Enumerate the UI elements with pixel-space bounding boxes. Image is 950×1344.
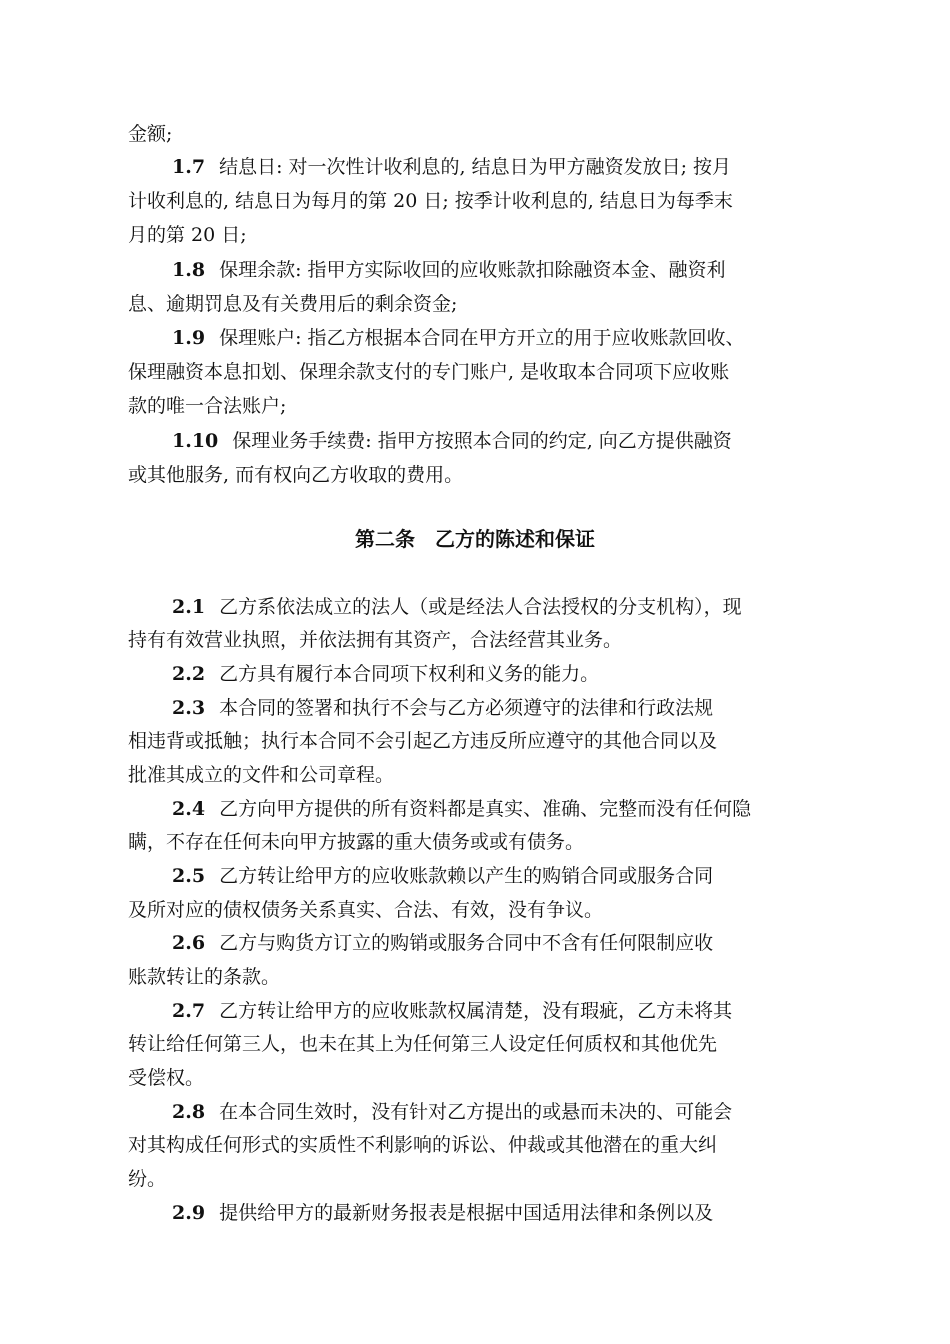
clause-number: 2.4 [172,798,206,820]
clause-number: 1.8 [172,259,206,281]
text-line: 批准其成立的文件和公司章程。 [128,764,395,786]
text-line: 持有有效营业执照，并依法拥有其资产，合法经营其业务。 [128,629,623,651]
clause-number: 2.5 [172,865,206,887]
clause-2-1: 2.1 乙方系依法成立的法人（或是经法人合法授权的分支机构），现 [172,596,742,618]
clause-1-7: 1.7 结息日: 对一次性计收利息的, 结息日为甲方融资发放日; 按月 [172,156,732,178]
clause-2-3: 2.3 本合同的签署和执行不会与乙方必须遵守的法律和行政法规 [172,697,714,719]
text-line: 息、逾期罚息及有关费用后的剩余资金; [128,293,458,315]
clause-2-8: 2.8 在本合同生效时，没有针对乙方提出的或悬而未决的、可能会 [172,1101,733,1123]
text-line: 对其构成任何形式的实质性不利影响的诉讼、仲裁或其他潜在的重大纠 [128,1134,718,1156]
text-line: 相违背或抵触；执行本合同不会引起乙方违反所应遵守的其他合同以及 [128,730,718,752]
clause-1-9: 1.9 保理账户: 指乙方根据本合同在甲方开立的用于应收账款回收、 [172,327,745,349]
text-line: 或其他服务, 而有权向乙方收取的费用。 [128,464,464,486]
clause-2-7: 2.7 乙方转让给甲方的应收账款权属清楚，没有瑕疵，乙方未将其 [172,1000,733,1022]
clause-number: 1.10 [172,430,219,452]
clause-1-8: 1.8 保理余款: 指甲方实际收回的应收账款扣除融资本金、融资利 [172,259,726,281]
clause-2-2: 2.2 乙方具有履行本合同项下权利和义务的能力。 [172,663,600,685]
clause-number: 2.7 [172,1000,206,1022]
text-line: 金额; [128,123,173,145]
clause-number: 2.3 [172,697,206,719]
text-line: 瞒，不存在任何未向甲方披露的重大债务或或有债务。 [128,831,585,853]
clause-number: 1.7 [172,156,206,178]
clause-1-10: 1.10 保理业务手续费: 指甲方按照本合同的约定, 向乙方提供融资 [172,430,732,452]
text-line: 保理融资本息扣划、保理余款支付的专门账户, 是收取本合同项下应收账 [128,361,730,383]
clause-2-5: 2.5 乙方转让给甲方的应收账款赖以产生的购销合同或服务合同 [172,865,714,887]
text-line: 账款转让的条款。 [128,966,281,988]
clause-number: 1.9 [172,327,206,349]
text-line: 纷。 [128,1168,167,1190]
clause-2-4: 2.4 乙方向甲方提供的所有资料都是真实、准确、完整而没有任何隐 [172,798,752,820]
section-heading: 第二条 乙方的陈述和保证 [355,527,595,551]
text-line: 及所对应的债权债务关系真实、合法、有效，没有争议。 [128,899,604,921]
text-line: 转让给任何第三人，也未在其上为任何第三人设定任何质权和其他优先 [128,1033,718,1055]
clause-2-9: 2.9 提供给甲方的最新财务报表是根据中国适用法律和条例以及 [172,1202,714,1224]
clause-number: 2.6 [172,932,206,954]
clause-number: 2.2 [172,663,206,685]
text-line: 计收利息的, 结息日为每月的第 20 日; 按季计收利息的, 结息日为每季末 [128,190,733,212]
clause-number: 2.1 [172,596,206,618]
text-line: 款的唯一合法账户; [128,395,287,417]
text-line: 月的第 20 日; [128,224,247,246]
clause-number: 2.9 [172,1202,206,1224]
clause-number: 2.8 [172,1101,206,1123]
text-line: 受偿权。 [128,1067,205,1089]
clause-2-6: 2.6 乙方与购货方订立的购销或服务合同中不含有任何限制应收 [172,932,714,954]
